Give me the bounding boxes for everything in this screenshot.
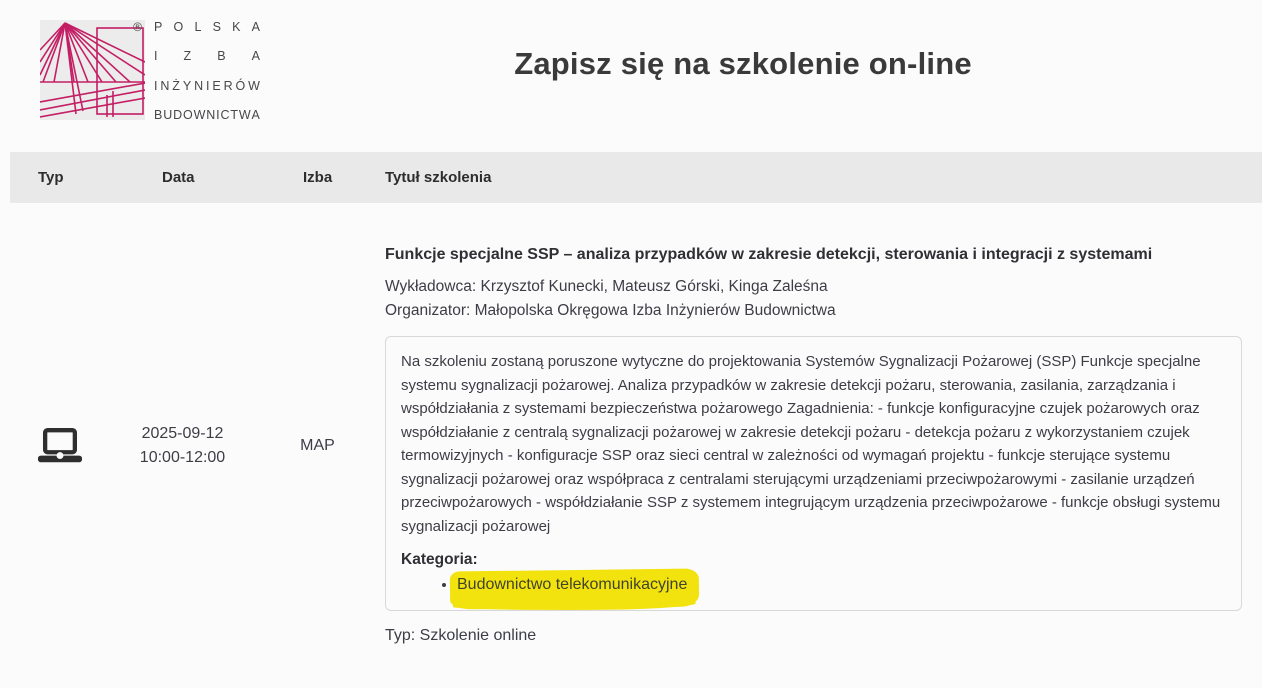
training-type-text: Typ: Szkolenie online <box>385 627 537 644</box>
training-description-box <box>385 336 1242 611</box>
column-header-data: Data <box>162 169 195 186</box>
training-type-cell <box>10 426 110 466</box>
training-date-day: 2025-09-12 <box>141 424 224 442</box>
training-chamber: MAP <box>300 436 335 454</box>
bridge-logo-icon <box>40 20 145 120</box>
highlighted-category: Budownictwo telekomunikacyjne <box>457 574 687 596</box>
logo-word-izba: I Z B A <box>154 49 260 64</box>
training-details-cell <box>380 246 1262 645</box>
logo-word-polska: P O L S K A <box>154 19 260 34</box>
training-date <box>110 422 255 470</box>
table-header-row <box>10 152 1262 203</box>
category-label: Kategoria: <box>401 551 478 568</box>
column-header-izba: Izba <box>303 169 333 186</box>
training-organizer: Organizator: Małopolska Okręgowa Izba Inżynierów Budownictwa <box>385 302 836 319</box>
page-title: Zapisz się na szkolenie on-line <box>514 46 972 81</box>
piib-logo-wordmark <box>154 12 260 130</box>
piib-logo[interactable] <box>40 20 260 130</box>
category-item <box>457 574 1226 596</box>
training-title: Funkcje specjalne SSP – analiza przypadków w zakresie detekcji, sterowania i integracji z systemami <box>385 246 1153 263</box>
title-area <box>260 0 1262 82</box>
registered-trademark-icon: ® <box>133 20 142 34</box>
category-list <box>401 574 1226 596</box>
trainings-table <box>0 152 1262 688</box>
column-header-tytul: Tytuł szkolenia <box>385 169 492 186</box>
training-date-time: 10:00-12:00 <box>139 448 226 466</box>
logo-word-inzynierow: I N Ż Y N I E R Ó W <box>154 78 260 93</box>
page-header <box>0 0 1262 152</box>
column-header-typ: Typ <box>38 169 64 186</box>
laptop-icon <box>37 437 83 454</box>
training-description: Na szkoleniu zostaną poruszone wytyczne do projektowania Systemów Sygnalizacji Pożarowej (SSP) Funkcje specjalne systemu sygnalizacji pożarowej. Analiza przypadków w zakresie detekcji pożaru, sterowania, zasilania, zarządzania i współdziałania z systemami bezpieczeństwa pożarowego Zagadnienia: - funkcje konfiguracyjne czujek pożarowych oraz współdziałanie z centralą sygnalizacji pożarowej w zakresie detekcji pożaru - detekcja pożaru z wykorzystaniem czujek termowizyjnych - konfiguracje SSP oraz sieci central w zależności od wymagań projektu - funkcje sterujące systemu sygnalizacji pożarowej oraz współpraca z centralami sterującymi urządzeniami przeciwpożarowymi - zasilanie urządzeń przeciwpożarowych - współdziałanie SSP z systemem integrującym urządzenia przeciwpożarowe - funkcje obsługi systemu sygnalizacji pożarowej <box>401 353 1221 535</box>
logo-word-budownictwa: B U D O W N I C T W A <box>154 108 260 123</box>
training-row[interactable] <box>10 203 1262 688</box>
training-lecturer: Wykładowca: Krzysztof Kunecki, Mateusz Górski, Kinga Zaleśna <box>385 278 828 295</box>
